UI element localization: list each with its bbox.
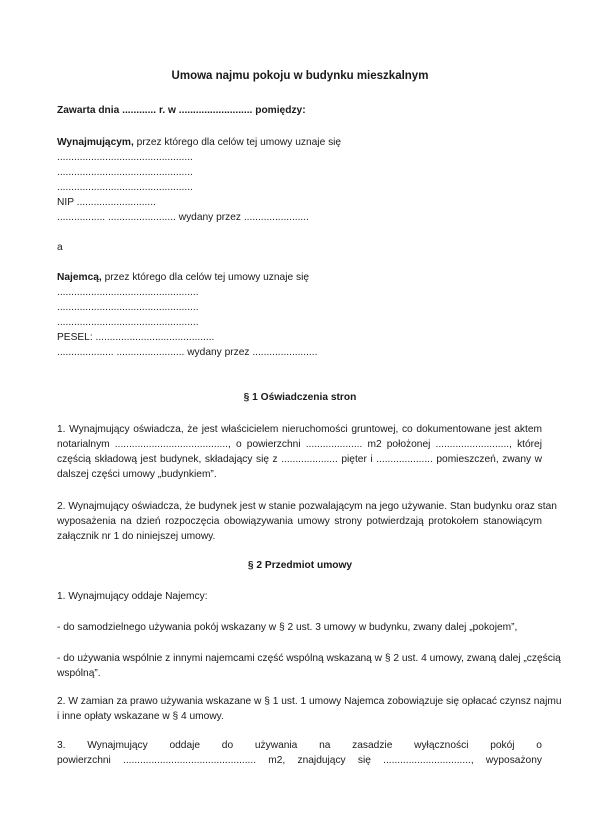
contract-place-dots: ..........................: [178, 105, 253, 116]
section-1-p2-line: 2. Wynajmujący oświadcza, że budynek jest w stanie pozwalającym na jego używanie. Stan budynku oraz stan: [57, 501, 557, 512]
p3-word: oddaje: [169, 740, 201, 751]
landlord-blank-line: ................................................: [57, 182, 193, 193]
landlord-nip-line: NIP ............................: [57, 197, 156, 208]
tenant-id-line: .................... ........................ wydany przez .......................: [57, 347, 318, 358]
landlord-intro-line: [57, 136, 341, 149]
tenant-blank-line: ..................................................: [57, 302, 199, 313]
tenant-blank-line: ..................................................: [57, 317, 199, 328]
section-2-p1: 1. Wynajmujący oddaje Najemcy:: [57, 591, 208, 602]
landlord-blank-line: ................................................: [57, 167, 193, 178]
landlord-blank-line: ................................................: [57, 152, 193, 163]
landlord-intro: przez którego dla celów tej umowy uznaje się: [136, 137, 342, 148]
section-1-p2-line: załącznik nr 1 do niniejszej umowy.: [57, 531, 216, 542]
section-2-p3-line: powierzchni ............................................... m2, znajdujący się ..............................., wyposażony: [57, 755, 542, 766]
contract-date-line: [57, 104, 306, 117]
section-1-p1-line: 1. Wynajmujący oświadcza, że jest właścicielem nieruchomości gruntowej, co dokumentowane jest aktem: [57, 424, 542, 435]
p3-word: 3.: [57, 740, 66, 751]
p3-word: używania: [254, 740, 298, 751]
tenant-pesel-line: PESEL: ..........................................: [57, 332, 215, 343]
p3-word: na: [319, 740, 331, 751]
tenant-blank-line: ..................................................: [57, 287, 199, 298]
section-1-p1-line: dalszej części umowy „budynkiem”.: [57, 469, 217, 480]
section-2-p2-line: i inne opłaty wskazane w § 4 umowy.: [57, 711, 224, 722]
contract-date-suffix: pomiędzy:: [255, 105, 306, 116]
p3-word: pokój: [490, 740, 515, 751]
conjunction: a: [57, 242, 63, 253]
tenant-intro-line: [57, 271, 309, 284]
contract-date-prefix: Zawarta dnia: [57, 105, 120, 116]
document-title: Umowa najmu pokoju w budynku mieszkalnym: [171, 70, 429, 82]
section-1-p1-line: częścią składową jest budynek, składający się z .................... pięter i .................... pomieszczeń, zwany w: [57, 454, 542, 465]
contract-date-middle: r. w: [158, 105, 176, 116]
p3-word: do: [221, 740, 234, 751]
section-1-p1-line: notarialnym ........................................, o powierzchni .................... m2 położonej .........................., której: [57, 439, 542, 450]
section-2-p3-line: [57, 739, 542, 752]
section-2-p1b-line: - do używania wspólnie z innymi najemcami część wspólną wskazaną w § 2 ust. 4 umowy, zwaną dalej „częścią: [57, 653, 561, 664]
p3-word: Wynajmujący: [87, 740, 148, 751]
landlord-label: Wynajmującym,: [57, 137, 134, 148]
p3-word: wyłączności: [414, 740, 469, 751]
p3-word: o: [536, 740, 542, 751]
section-2-p1b-line: wspólną”.: [57, 668, 101, 679]
section-1-heading: § 1 Oświadczenia stron: [243, 392, 357, 403]
p3-word: zasadzie: [352, 740, 393, 751]
section-2-p1a: - do samodzielnego używania pokój wskazany w § 2 ust. 3 umowy w budynku, zwany dalej „pokojem”,: [57, 622, 518, 633]
section-2-p2-line: 2. W zamian za prawo używania wskazane w § 1 ust. 1 umowy Najemca zobowiązuje się opłacać czynsz najmu: [57, 696, 562, 707]
contract-date-dots: ............: [122, 105, 157, 116]
landlord-id-line: ................. ........................ wydany przez .......................: [57, 212, 309, 223]
tenant-intro: przez którego dla celów tej umowy uznaje się: [104, 272, 310, 283]
tenant-label: Najemcą,: [57, 272, 102, 283]
section-1-p2-line: wyposażenia na dzień rozpoczęcia obowiązywania umowy strony potwierdzają protokołem stanowiącym: [57, 516, 542, 527]
section-2-heading: § 2 Przedmiot umowy: [247, 560, 353, 571]
